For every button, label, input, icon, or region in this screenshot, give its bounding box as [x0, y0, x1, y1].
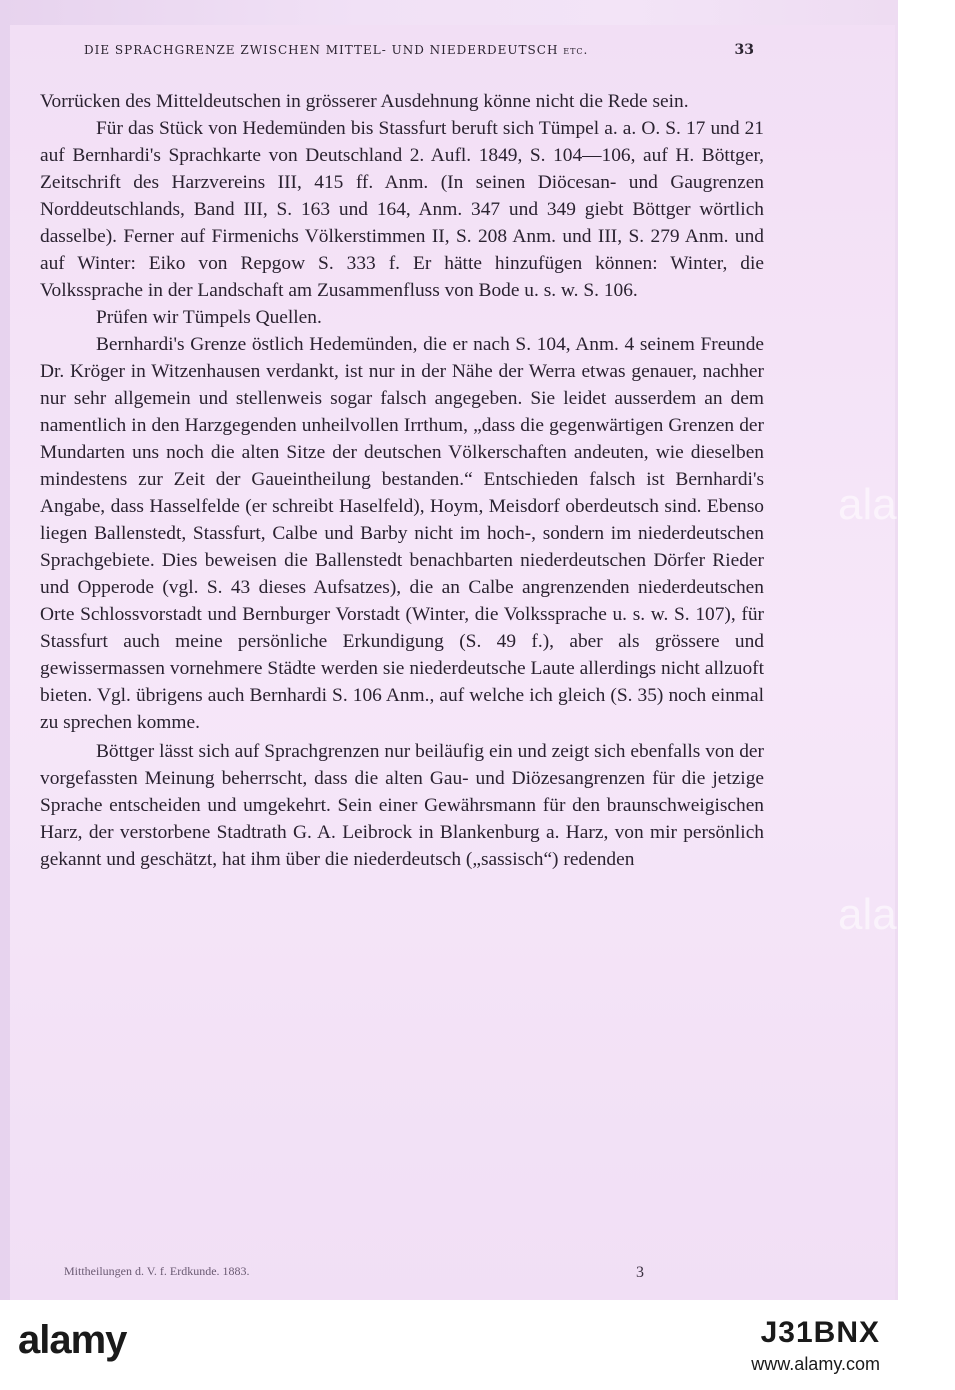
body-text	[40, 88, 764, 873]
paragraph: Böttger lässt sich auf Sprachgrenzen nur beiläufig ein und zeigt sich ebenfalls von der vorgefassten Meinung beherrscht, dass die alten Gau- und Diözesangrenzen für die jetzige Sprache entscheiden und umgekehrt. Sein einer Gewährsmann für den braunschweigischen Harz, der verstorbene Stadtrath G. A. Leibrock in Blankenburg a. Harz, von mir persönlich gekannt und geschätzt, hat ihm über die niederdeutsch („sassisch“) redenden	[40, 741, 764, 870]
watermark: alamy	[838, 890, 955, 939]
alamy-logo: alamy	[18, 1318, 127, 1362]
paragraph: Vorrücken des Mitteldeutschen in grösserer Ausdehnung könne nicht die Rede sein.	[40, 91, 689, 112]
paragraph: Für das Stück von Hedemünden bis Stassfurt beruft sich Tümpel a. a. O. S. 17 und 21 auf Bernhardi's Sprachkarte von Deutschland 2. Aufl. 1849, S. 104—106, auf H. Böttger, Zeitschrift des Harzvereins III, 415 ff. Anm. (In seinen Diöcesan- und Gaugrenzen Norddeutschlands, Band III, S. 163 und 164, Anm. 347 und 349 giebt Böttger wörtlich dasselbe). Ferner auf Firmenichs Völkerstimmen II, S. 208 Anm. und III, S. 279 Anm. und auf Winter: Eiko von Repgow S. 333 f. Er hätte hinzufügen können: Winter, die Volkssprache in der Landschaft am Zusammenfluss von Bode u. s. w. S. 106.	[40, 118, 764, 301]
paragraph: Bernhardi's Grenze östlich Hedemünden, die er nach S. 104, Anm. 4 seinem Freunde Dr. Kröger in Witzenhausen verdankt, ist nur in der Nähe der Werra etwas genauer, nachher nur sehr allgemein und stellenweis sogar falsch angegeben. Sie leidet ausserdem an dem namentlich in den Harzgegenden unheilvollen Irrthum, „dass die gegenwärtigen Grenzen der Mundarten uns noch die alten Sitze der deutschen Völkerschaften andeuten, wie dieselben mindestens zur Zeit der Gaueintheilung bestanden.“ Entschieden falsch ist Bernhardi's Angabe, dass Hasselfelde (er schreibt Haselfeld), Hoym, Meisdorf oberdeutsch sind. Ebenso liegen Ballenstedt, Stassfurt, Calbe und Barby nicht im hoch-, sondern im niederdeutschen Sprachgebiete. Dies beweisen die Ballenstedt benachbarten niederdeutschen Dörfer Rieder und Opperode (vgl. S. 43 dieses Aufsatzes), die an Calbe angrenzenden niederdeutschen Orte Schlossvorstadt und Bernburger Vorstadt (Winter, die Volkssprache u. s. w. S. 107), für Stassfurt auch meine persönliche Erkundigung (S. 49 f.), aber als grössere und gewissermassen vornehmere Städte werden sie niederdeutsche Laute allerdings nicht allzuoft bieten. Vgl. übrigens auch Bernhardi S. 106 Anm., auf welche ich gleich (S. 35) noch einmal zu sprechen komme.	[40, 334, 764, 733]
stock-url: www.alamy.com	[751, 1354, 880, 1374]
footer-signature: Mittheilungen d. V. f. Erdkunde. 1883.	[64, 1264, 250, 1278]
page-footer	[64, 1264, 644, 1282]
running-header	[84, 42, 754, 58]
running-title: DIE SPRACHGRENZE ZWISCHEN MITTEL- UND NIEDERDEUTSCH etc.	[84, 43, 589, 57]
paragraph: Prüfen wir Tümpels Quellen.	[96, 307, 322, 328]
page-number: 33	[734, 42, 754, 58]
sheet-number: 3	[636, 1264, 644, 1281]
stock-info	[751, 1316, 880, 1375]
image-id: J31BNX	[760, 1316, 880, 1349]
watermark: alamy	[838, 480, 955, 529]
